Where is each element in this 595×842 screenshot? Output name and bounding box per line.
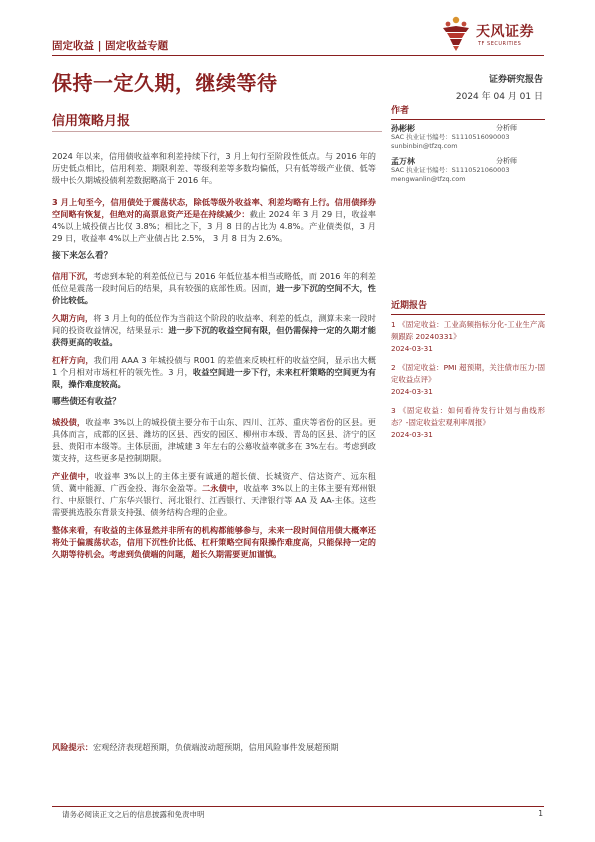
credit-downshift-bold: 进一步下沉的空间不大，性价比较低。: [52, 283, 376, 305]
industrial-lead: 产业债中，: [52, 471, 95, 481]
footer-divider: [52, 806, 544, 807]
perpetual-lead: 二永债中，: [201, 483, 244, 493]
report-title: 保持一定久期，继续等待: [52, 71, 278, 95]
report-summary: [52, 150, 376, 566]
author-card: [391, 124, 545, 151]
author-name: 孟万林: [391, 157, 415, 166]
leverage-bold: 收益空间进一步下行，未来杠杆策略的空间更为有限，操作难度较高。: [52, 367, 376, 389]
header-divider: [52, 55, 544, 56]
author-email[interactable]: sunbinbin@tfzq.com: [391, 142, 458, 150]
duration-bold: 进一步下沉的收益空间有限，但仍需保持一定的久期才能获得更高的收益。: [52, 325, 376, 347]
report-subtitle: 信用策略月报: [52, 114, 131, 129]
credit-downshift-lead: 信用下沉，: [52, 271, 94, 281]
paragraph-chengtou: 城投债，收益率 3%以上的城投债主要分布于山东、四川、江苏、重庆等省份的区县。更具体而言，成都的区县、潍坊的区县、西安的园区、柳州市本级、青岛的区县、济宁的区县、贵阳市本级等。主体层面，津城建 3 年左右的公募收益率就多在 3%左右。考虑到政策支持，这些更多是控制期限。: [52, 417, 376, 463]
recent-report-item[interactable]: [391, 319, 545, 355]
author-role: 分析师: [496, 124, 517, 132]
report-type: 证券研究报告: [488, 75, 543, 85]
march-trend-text: 截止 2024 年 3 月 29 日，收益率 4%以上城投债占比仅 3.8%；相比之下，3 月 8 日的占比为 4.8%。产业债类似，3 月 29 日，收益率 4%以上产业债占比 2.5%， 3 月 8 日为 2.6%。: [52, 209, 376, 243]
paragraph-industrial: 产业债中，收益率 3%以上的主体主要有诚通的超长债、长城资产、信达资产、远东租赁、冀中能源、广西金投、海尔金盈等。二永债中，收益率 3%以上的主体主要有郑州银行、中原银行、广东华兴银行、河北银行、江西银行、天津银行等 AA 及 AA-主体。这些需要挑选股东背景支持强、债务结构合理的企业。: [52, 471, 376, 517]
risk-warning: [52, 741, 376, 753]
recent-reports-heading: 近期报告: [391, 298, 545, 315]
author-card: [391, 157, 545, 184]
report-category: 固定收益 | 固定收益专题: [52, 40, 169, 52]
paragraph-conclusion: [52, 524, 376, 560]
disclaimer-note: 请务必阅读正文之后的信息披露和免责申明: [62, 810, 205, 819]
duration-lead: 久期方向，: [52, 313, 94, 323]
chengtou-lead: 城投债，: [52, 417, 86, 427]
page-number: 1: [538, 809, 543, 818]
logo-subtext: TF SECURITIES: [478, 41, 522, 47]
risk-text: 宏观经济表现超预期，负债端波动超预期，信用风险事件发展超预期: [92, 742, 339, 752]
paragraph-march-trend: [52, 196, 376, 244]
recent-report-title[interactable]: 1 《固定收益：工业高频指标分化-工业生产高频跟踪 20240331》: [391, 320, 545, 341]
tf-securities-logo: [438, 14, 558, 54]
recent-report-date: 2024-03-31: [391, 344, 433, 353]
leverage-lead: 杠杆方向，: [52, 355, 94, 365]
recent-report-date: 2024-03-31: [391, 387, 433, 396]
paragraph-overview: 2024 年以来，信用债收益率和利差持续下行，3 月上旬行至阶段性低点。与 2016 年的历史低点相比，信用利差、期限利差、等级利差等多数均偏低，只有低等级产业债、低等级中长久期城投债利差数据略高于 2016 年。: [52, 151, 376, 185]
recent-report-item[interactable]: [391, 405, 545, 441]
author-name: 孙彬彬: [391, 124, 415, 133]
paragraph-credit-downshift: 信用下沉，考虑到本轮的利差低位已与 2016 年低位基本相当或略低，而 2016 年的利差低位是震荡一段时间后的结果，具有较强的底部性质。因而，进一步下沉的空间不大，性价比较低。: [52, 271, 376, 305]
recent-report-title[interactable]: 2 《固定收益：PMI 超预期，关注债市压力-固定收益点评》: [391, 363, 545, 384]
author-role: 分析师: [496, 157, 517, 165]
recent-report-item[interactable]: [391, 362, 545, 398]
report-date: 2024 年 04 月 01 日: [455, 92, 543, 102]
subtitle-divider: [52, 131, 382, 132]
recent-report-title[interactable]: 3 《固定收益：如何看待发行计划与曲线形态？-固定收益宏观利率周报》: [391, 406, 545, 427]
paragraph-leverage: 杠杆方向，我们用 AAA 3 年城投债与 R001 的差值来反映杠杆的收益空间，显示出大概 1 个月相对市场杠杆的领先性。3 月，收益空间进一步下行，未来杠杆策略的空间更为有限，操作难度较高。: [52, 355, 376, 389]
authors-heading: 作者: [391, 103, 545, 120]
conclusion-bold: 整体来看，有收益的主体显然并非所有的机构都能够参与，未来一段时间信用债大概率还将处于偏震荡状态，信用下沉性价比低、杠杆策略空间有限操作难度高，只能保持一定的久期等待机会。考虑到负债端的问题，超长久期需要更加谨慎。: [52, 525, 376, 559]
risk-label: 风险提示：: [52, 742, 93, 752]
author-email[interactable]: mengwanlin@tfzq.com: [391, 175, 466, 183]
recent-report-date: 2024-03-31: [391, 430, 433, 439]
paragraph-duration: 久期方向，将 3 月上旬的低位作为当前这个阶段的收益率、利差的低点，测算未来一段时间的投资收益情况，结果显示：进一步下沉的收益空间有限，但仍需保持一定的久期才能获得更高的收益。: [52, 313, 376, 347]
author-cert: SAC 执业证书编号：S1110521060003: [391, 166, 510, 174]
logo-text: 天风证券: [476, 24, 534, 40]
heading-which-bonds: 哪些债还有收益？: [52, 397, 121, 407]
logo-mark-icon: [438, 14, 474, 52]
heading-outlook: 接下来怎么看？: [52, 251, 113, 261]
march-trend-bold: 3 月上旬至今，信用债处于震荡状态，除低等级外收益率、利差均略有上行。信用债择券空间略有恢复，但绝对的高票息资产还是在持续减少：: [52, 197, 376, 219]
sidebar: [391, 103, 545, 448]
author-cert: SAC 执业证书编号：S1110516090003: [391, 133, 510, 141]
